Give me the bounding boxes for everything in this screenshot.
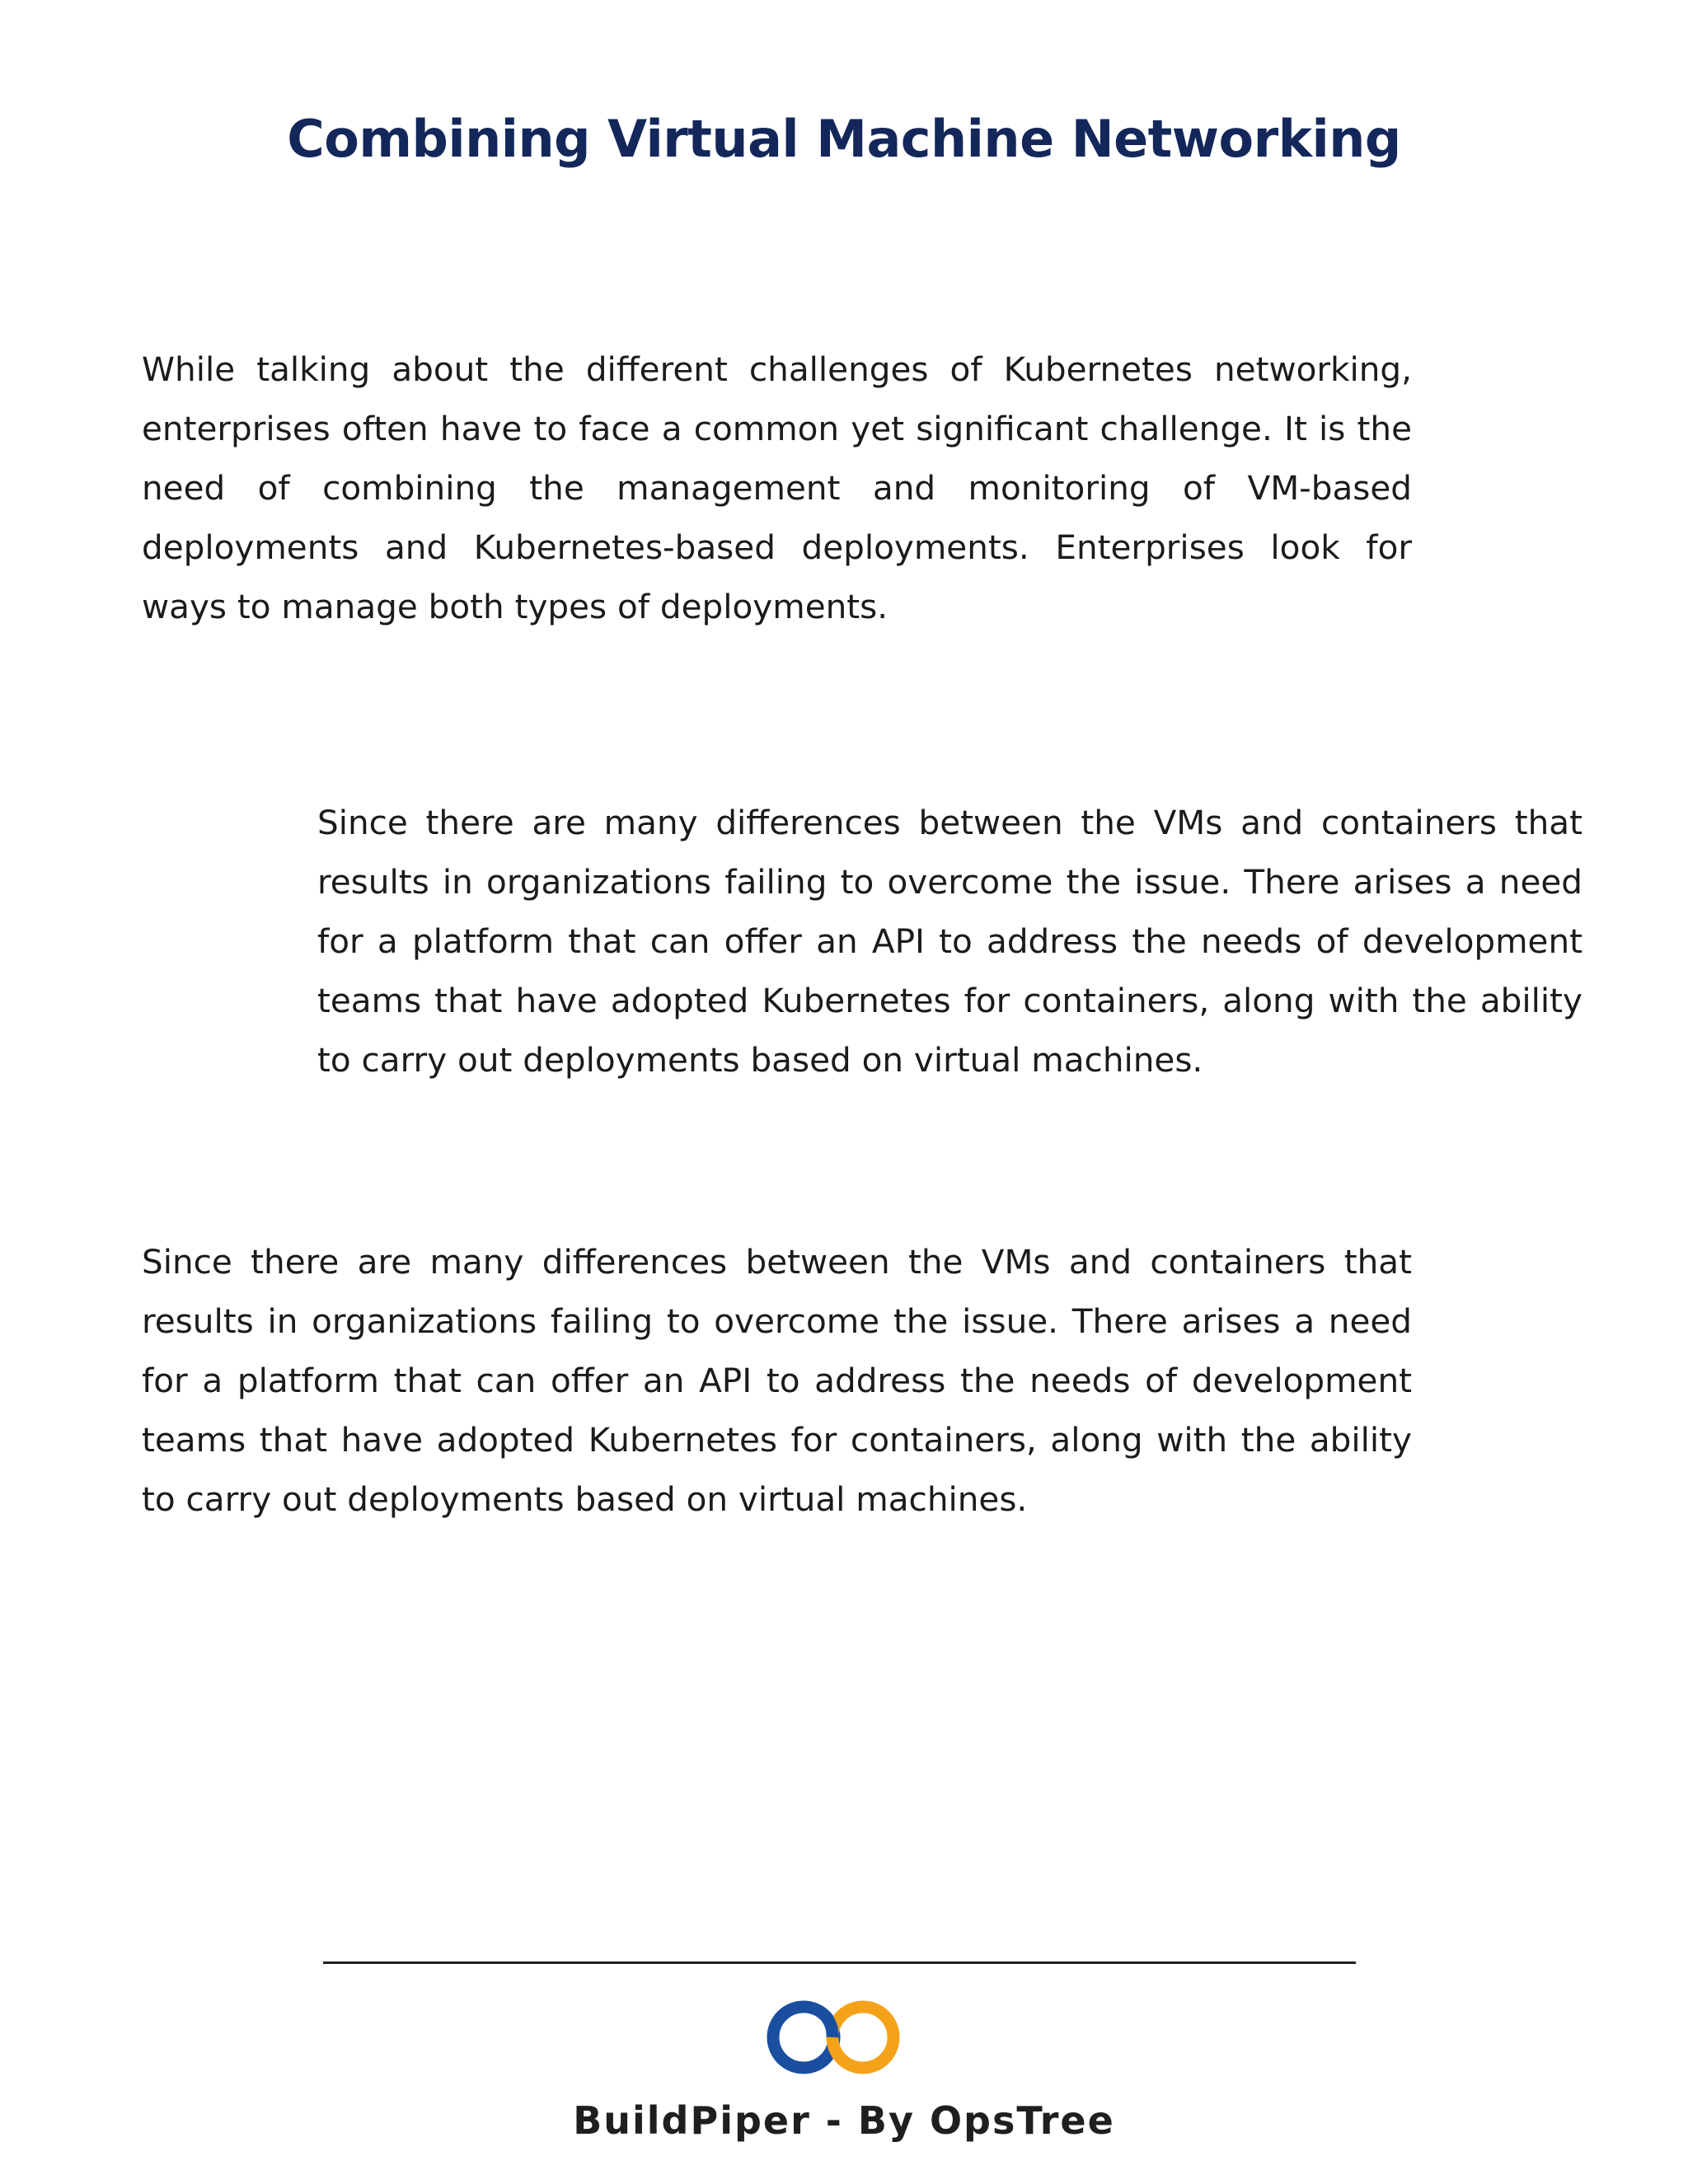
paragraph-indented: Since there are many differences between the VMs and containers that results in organizations failing to overcome the issue. There arises a need for a platform that can offer an API to address the needs of development teams that have adopted Kubernetes for containers, along with the ability to carry out deployments based on virtual machines. [317,803,1582,1080]
paragraph-repeat: Since there are many differences between the VMs and containers that results in organizations failing to overcome the issue. There arises a need for a platform that can offer an API to address the needs of development teams that have adopted Kubernetes for containers, along with the ability to carry out deployments based on virtual machines. [142,1242,1412,1519]
buildpiper-logo-icon [762,1996,904,2079]
paragraph-intro: While talking about the different challenges of Kubernetes networking, enterprises often have to face a common yet significant challenge. It is the need of combining the management and monitoring of VM-based deployments and Kubernetes-based deployments. Enterprises look for ways to manage both types of deployments. [142,349,1412,626]
page-title: Combining Virtual Machine Networking [287,109,1401,169]
logo-left-ring [773,2007,834,2068]
logo-overlap-arc [827,2018,832,2037]
footer-divider [323,1961,1356,1964]
logo-right-ring [832,2007,893,2068]
footer-brand: BuildPiper - By OpsTree [573,2098,1115,2143]
